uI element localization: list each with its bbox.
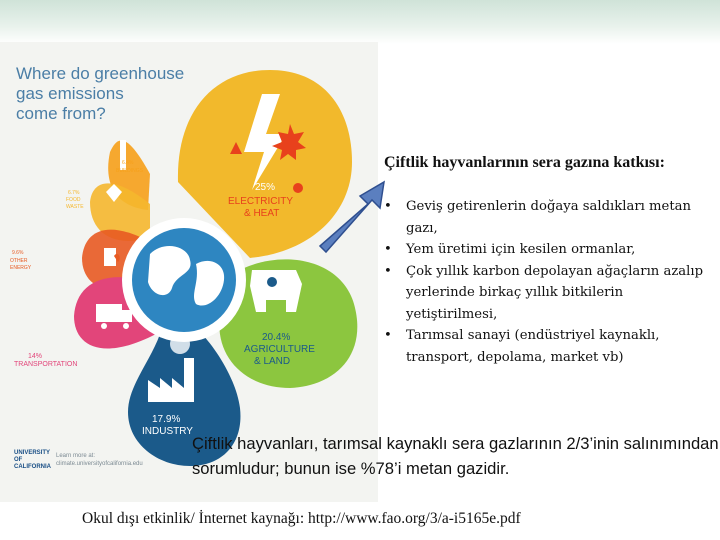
bullet-item	[382, 261, 718, 326]
other-energy-percent: 9.6%	[12, 250, 24, 256]
top-decorative-band	[0, 0, 720, 44]
agriculture-label-2: & LAND	[254, 356, 291, 367]
electricity-label-2: & HEAT	[244, 208, 280, 219]
agriculture-percent: 20.4%	[262, 332, 291, 343]
transportation-percent: 14%	[28, 353, 43, 360]
truck-wheel-icon	[123, 323, 129, 329]
summary-text: Çiftlik hayvanları, tarımsal kaynaklı sera gazlarının 2/3’inin salınımından sorumludur; bunun ise %78’i metan gazidir.	[192, 434, 719, 478]
slide-heading: Çiftlik hayvanlarının sera gazına katkısı:	[384, 154, 665, 171]
bullet-text: Yem üretimi için kesilen ormanlar,	[406, 242, 636, 257]
bullet-list	[382, 196, 718, 368]
learn-more-link: Learn more at: climate.universityofcalifornia.edu	[56, 453, 143, 467]
electricity-percent: 25%	[255, 182, 276, 193]
bullet-marker: •	[384, 328, 392, 343]
smoke-icon	[170, 334, 190, 354]
bullet-marker: •	[384, 199, 392, 214]
oil-can-icon	[104, 248, 116, 266]
cow-spot	[267, 277, 277, 287]
transportation-label: TRANSPORTATION	[14, 361, 78, 368]
industry-percent: 17.9%	[152, 414, 181, 425]
other-energy-label-1: OTHER	[10, 258, 28, 264]
food-waste-percent: 6.7%	[68, 190, 80, 196]
truck-icon	[96, 304, 122, 322]
other-energy-label-2: ENERGY	[10, 265, 32, 271]
bullet-marker: •	[384, 263, 392, 279]
bullet-text: Geviş getirenlerin doğaya saldıkları metan gazı,	[406, 199, 692, 236]
food-waste-label-2: WASTE	[66, 204, 84, 210]
industry-label: INDUSTRY	[142, 426, 193, 437]
agriculture-label-1: AGRICULTURE	[244, 344, 315, 355]
bullet-item	[382, 239, 718, 261]
bullet-item	[382, 196, 718, 239]
buildings-label: BUILDINGS	[116, 168, 143, 174]
buildings-percent: 6.4%	[122, 160, 134, 166]
bullet-text: Tarımsal sanayi (endüstriyel kaynaklı, transport, depolama, market vb)	[406, 328, 660, 365]
infographic-title: Where do greenhouse gas emissions come from?	[16, 64, 185, 123]
dot-icon	[293, 183, 303, 193]
university-logo: UNIVERSITY OF CALIFORNIA	[14, 450, 51, 470]
truck-wheel-icon	[101, 323, 107, 329]
source-citation: Okul dışı etkinlik/ İnternet kaynağı: http://www.fao.org/3/a-i5165e.pdf	[82, 510, 521, 527]
electricity-label-1: ELECTRICITY	[228, 196, 294, 207]
food-waste-label-1: FOOD	[66, 197, 81, 203]
bullet-item	[382, 325, 718, 368]
bullet-marker: •	[384, 242, 392, 257]
truck-cab-icon	[122, 310, 132, 322]
bullet-text: Çok yıllık karbon depolayan ağaçların azalıp yerlerinde birkaç yıllık bitkilerin yetiştirilmesi,	[406, 263, 704, 322]
